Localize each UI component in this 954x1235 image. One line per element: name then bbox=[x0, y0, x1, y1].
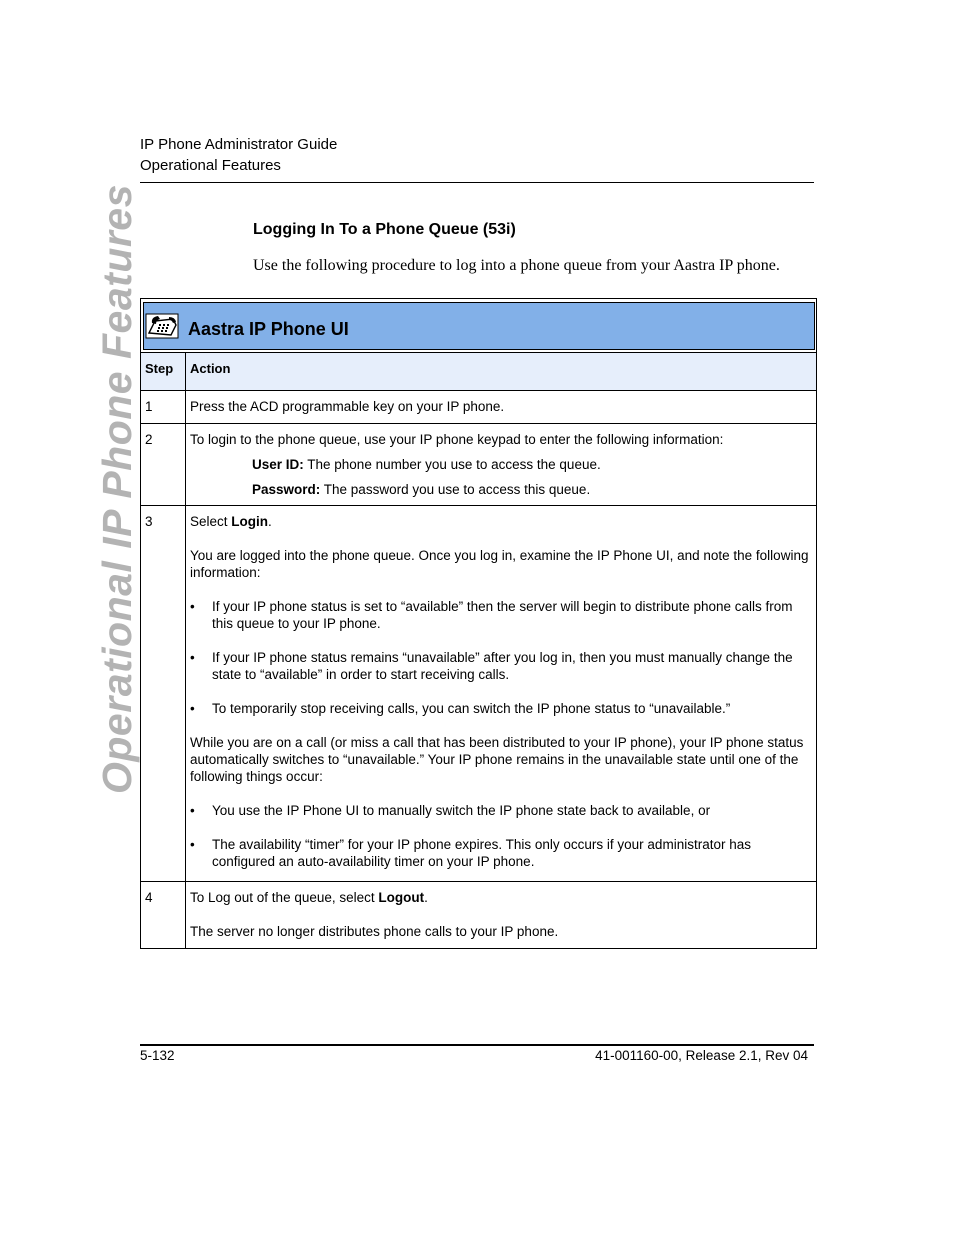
step-action bbox=[186, 506, 817, 882]
step-number: 1 bbox=[141, 391, 186, 424]
side-chapter-title: Operational IP Phone Features bbox=[94, 184, 140, 794]
step-number: 3 bbox=[141, 506, 186, 882]
header-guide-title: IP Phone Administrator Guide bbox=[140, 136, 338, 153]
step-action bbox=[186, 424, 817, 506]
table-header-row bbox=[141, 353, 817, 391]
section-intro: Use the following procedure to log into a phone queue from your Aastra IP phone. bbox=[253, 257, 780, 274]
step-action bbox=[186, 882, 817, 949]
column-header-action: Action bbox=[186, 353, 817, 391]
procedure-table bbox=[140, 352, 817, 949]
paragraph: The server no longer distributes phone calls to your IP phone. bbox=[190, 924, 559, 939]
paragraph: You are logged into the phone queue. Once you log in, examine the IP Phone UI, and note the following information: bbox=[190, 548, 809, 580]
section-title: Logging In To a Phone Queue (53i) bbox=[253, 221, 516, 238]
bullet-item: • The availability “timer” for your IP phone expires. This only occurs if your administrator has configured an auto-availability timer on your IP phone. bbox=[190, 836, 812, 870]
bullet-item: • If your IP phone status remains “unavailable” after you log in, then you must manually change the state to “available” in order to start receiving calls. bbox=[190, 649, 812, 683]
bullet-item: • You use the IP Phone UI to manually switch the IP phone state back to available, or bbox=[190, 802, 812, 819]
step-number: 4 bbox=[141, 882, 186, 949]
step-action: Press the ACD programmable key on your IP phone. bbox=[186, 391, 817, 424]
page-number: 5-132 bbox=[140, 1048, 175, 1063]
step-text: To login to the phone queue, use your IP phone keypad to enter the following information: bbox=[190, 432, 724, 447]
header-chapter-title: Operational Features bbox=[140, 157, 281, 174]
step-text: Select Login. bbox=[190, 514, 272, 529]
step-text: To Log out of the queue, select Logout. bbox=[190, 890, 428, 905]
bullet-item: • To temporarily stop receiving calls, you can switch the IP phone status to “unavailable.” bbox=[190, 700, 812, 717]
footer-rule bbox=[140, 1044, 814, 1046]
password-line: Password: The password you use to access this queue. bbox=[252, 482, 591, 497]
paragraph: While you are on a call (or miss a call that has been distributed to your IP phone), your IP phone status automatically switches to “unavailable.” Your IP phone remains in the unavailable state until one of the following things occur: bbox=[190, 735, 804, 784]
step-number: 2 bbox=[141, 424, 186, 506]
header-rule bbox=[140, 182, 814, 183]
table-row bbox=[141, 391, 817, 424]
userid-line: User ID: The phone number you use to access the queue. bbox=[252, 457, 601, 472]
table-row bbox=[141, 882, 817, 949]
column-header-step: Step bbox=[141, 353, 186, 391]
bullet-item: • If your IP phone status is set to “available” then the server will begin to distribute phone calls from this queue to your IP phone. bbox=[190, 598, 812, 632]
banner-title: Aastra IP Phone UI bbox=[188, 319, 349, 339]
phone-icon bbox=[145, 313, 179, 339]
document-id: 41-001160-00, Release 2.1, Rev 04 bbox=[595, 1048, 808, 1063]
table-row bbox=[141, 506, 817, 882]
table-row bbox=[141, 424, 817, 506]
